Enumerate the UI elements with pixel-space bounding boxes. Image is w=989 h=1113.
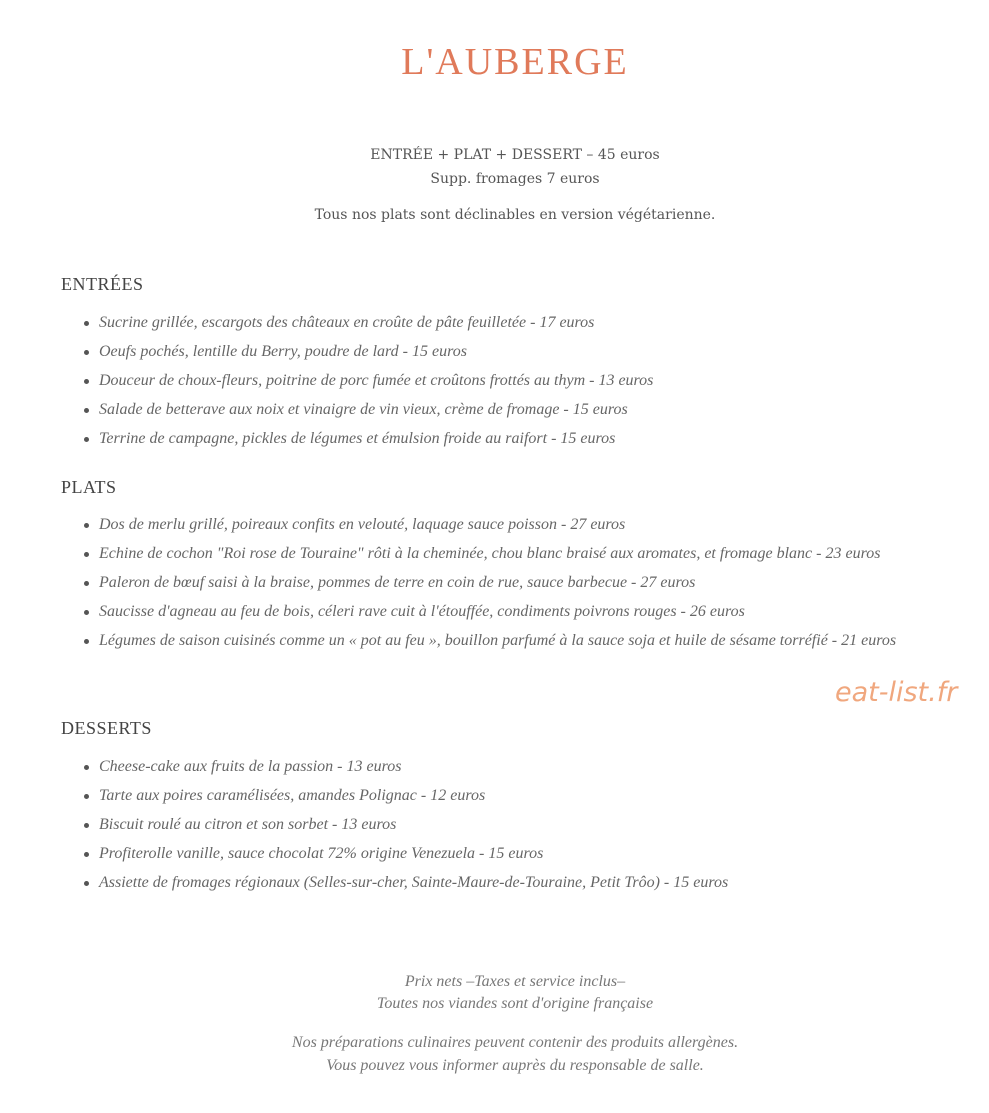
menu-item: Légumes de saison cuisinés comme un « pot au feu », bouillon parfumé à la sauce soja et huile de sésame torréfié - 21 euros xyxy=(79,632,959,650)
menu-item: Dos de merlu grillé, poireaux confits en velouté, laquage sauce poisson - 27 euros xyxy=(79,516,959,534)
desserts-list xyxy=(79,758,959,903)
menu-item: Terrine de campagne, pickles de légumes et émulsion froide au raifort - 15 euros xyxy=(79,430,959,448)
menu-item: Cheese-cake aux fruits de la passion - 13 euros xyxy=(79,758,959,776)
menu-item: Echine de cochon "Roi rose de Touraine" rôti à la cheminée, chou blanc braisé aux aromates, et fromage blanc - 23 euros xyxy=(79,545,959,563)
menu-item: Oeufs pochés, lentille du Berry, poudre de lard - 15 euros xyxy=(79,343,959,361)
section-title-entrees: ENTRÉES xyxy=(61,274,144,294)
section-title-plats: PLATS xyxy=(61,477,117,497)
menu-item: Paleron de bœuf saisi à la braise, pommes de terre en coin de rue, sauce barbecue - 27 euros xyxy=(79,574,959,592)
footer-prices-note: Prix nets –Taxes et service inclus– xyxy=(404,973,626,990)
formula-line: ENTRÉE + PLAT + DESSERT – 45 euros xyxy=(370,147,660,163)
cheese-supplement-line: Supp. fromages 7 euros xyxy=(430,171,600,187)
footer-allergens-note: Nos préparations culinaires peuvent contenir des produits allergènes. xyxy=(291,1034,739,1051)
menu-item: Salade de betterave aux noix et vinaigre de vin vieux, crème de fromage - 15 euros xyxy=(79,401,959,419)
menu-item: Douceur de choux-fleurs, poitrine de porc fumée et croûtons frottés au thym - 13 euros xyxy=(79,372,959,390)
menu-item: Biscuit roulé au citron et son sorbet - 13 euros xyxy=(79,816,959,834)
menu-item: Profiterolle vanille, sauce chocolat 72% origine Venezuela - 15 euros xyxy=(79,845,959,863)
vegetarian-note: Tous nos plats sont déclinables en version végétarienne. xyxy=(314,207,716,223)
entrees-list xyxy=(79,314,959,459)
menu-item: Tarte aux poires caramélisées, amandes Polignac - 12 euros xyxy=(79,787,959,805)
plats-list xyxy=(79,516,959,661)
restaurant-title: L'AUBERGE xyxy=(401,41,629,83)
menu-item: Saucisse d'agneau au feu de bois, céleri rave cuit à l'étouffée, condiments poivrons rouges - 26 euros xyxy=(79,603,959,621)
menu-item: Sucrine grillée, escargots des châteaux en croûte de pâte feuilletée - 17 euros xyxy=(79,314,959,332)
watermark-eat-list: eat-list.fr xyxy=(835,677,958,708)
menu-item: Assiette de fromages régionaux (Selles-sur-cher, Sainte-Maure-de-Touraine, Petit Trôo) - 15 euros xyxy=(79,874,959,892)
section-title-desserts: DESSERTS xyxy=(61,718,152,738)
footer-meat-origin: Toutes nos viandes sont d'origine française xyxy=(376,995,654,1012)
footer-staff-note: Vous pouvez vous informer auprès du responsable de salle. xyxy=(326,1057,704,1074)
